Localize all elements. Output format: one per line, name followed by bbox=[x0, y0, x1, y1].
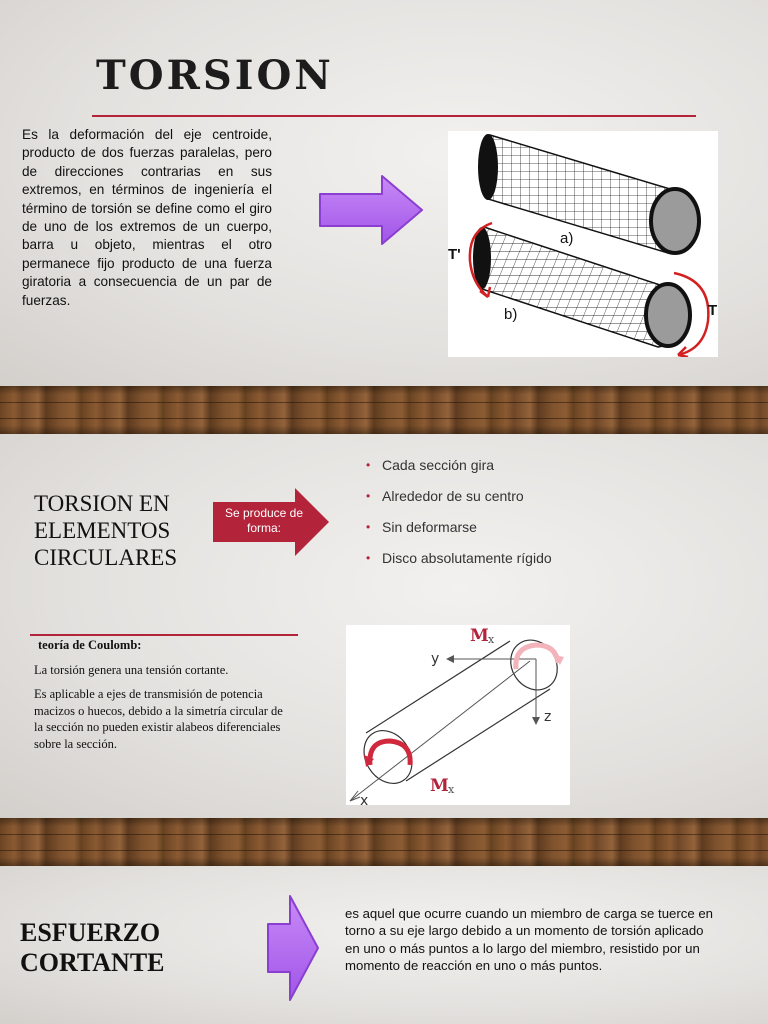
wood-floor-divider bbox=[0, 386, 768, 434]
slide-shear-stress bbox=[0, 866, 768, 1024]
title-underline bbox=[92, 115, 696, 117]
axis-z-label: z bbox=[544, 709, 552, 725]
label-a: a) bbox=[560, 230, 574, 247]
label-b: b) bbox=[504, 306, 518, 323]
list-item: • Sin deformarse bbox=[366, 519, 477, 535]
slide-title: ESFUERZO CORTANTE bbox=[20, 918, 165, 977]
slide-title: TORSION EN ELEMENTOS CIRCULARES bbox=[34, 491, 178, 570]
torsion-cylinder-figure bbox=[448, 131, 718, 357]
right-arrow-icon bbox=[316, 172, 428, 248]
arrow-label: Se produce de forma: bbox=[224, 506, 304, 535]
bullet-list bbox=[366, 456, 552, 580]
moment-arrow-bottom-icon bbox=[370, 741, 410, 765]
shaft-moment-figure bbox=[346, 625, 570, 805]
list-item: • Alrededor de su centro bbox=[366, 488, 524, 504]
slide-torsion-definition bbox=[0, 0, 768, 386]
list-item: • Disco absolutamente rígido bbox=[366, 550, 552, 566]
section-rule bbox=[30, 634, 298, 636]
coulomb-paragraph-1: La torsión genera una tensión cortante. bbox=[34, 663, 229, 677]
moment-bottom-label: M bbox=[430, 776, 449, 796]
definition-paragraph: Es la deformación del eje centroide, producto de dos fuerzas paralelas, pero de direcciones contrarias en sus extremos, en términos de ingeniería el término de torsión se define como el giro de uno de los extremos de un cuerpo, barra u objeto, mientras el otro permanece fijo producto de una fuerza giratoria a consecuencia de un par de fuerzas. bbox=[22, 127, 272, 308]
label-t-prime: T' bbox=[448, 246, 461, 263]
slide-title: TORSION bbox=[96, 52, 334, 99]
slide-circular-elements bbox=[0, 434, 768, 818]
axis-y-label: y bbox=[431, 651, 440, 667]
moment-arrow-top-icon bbox=[516, 645, 558, 669]
list-item: • Cada sección gira bbox=[366, 457, 495, 473]
svg-text:x: x bbox=[448, 783, 455, 796]
definition-paragraph: es aquel que ocurre cuando un miembro de carga se tuerce en torno a su eje largo debido a un momento de torsión aplicado en uno o más puntos a lo largo del miembro, resistido por un momento de reacción en uno o más puntos. bbox=[345, 906, 714, 974]
axis-x-label: x bbox=[360, 793, 369, 805]
coulomb-paragraph-2: Es aplicable a ejes de transmisión de potencia macizos o huecos, debido a la simetría circular de la sección no pueden existir alabeos diferenciales sobre la sección. bbox=[34, 687, 283, 751]
coulomb-heading: teoría de Coulomb: bbox=[38, 638, 142, 652]
right-arrow-icon bbox=[264, 892, 322, 1004]
svg-text:x: x bbox=[488, 633, 495, 646]
cylinder-a bbox=[478, 134, 699, 253]
wood-floor-divider bbox=[0, 818, 768, 866]
label-t: T bbox=[708, 302, 718, 319]
moment-top-label: M bbox=[470, 626, 489, 646]
